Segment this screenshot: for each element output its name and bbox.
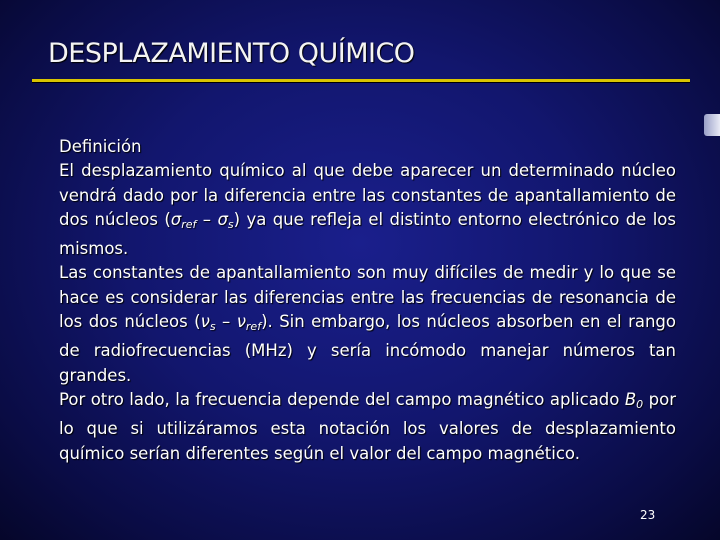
p2-text-b: ). Sin embargo, los núcleos absorben en el rango de radiofrecuencias (MHz) y sería incómodo manejar números tan grandes. [59,312,676,385]
title-underline [32,79,690,82]
slide-title: DESPLAZAMIENTO QUÍMICO [48,38,415,69]
nu-ref-symbol: ν [236,312,246,332]
sigma-ref-subscript: ref [181,217,197,231]
nu-s-symbol: ν [200,312,210,332]
sigma-s-symbol: σ [217,209,228,229]
b0-subscript: 0 [636,397,644,411]
sigma-ref-symbol: σ [170,209,182,229]
sigma-s-subscript: s [227,217,234,231]
nu-s-subscript: s [209,320,216,334]
page-number: 23 [640,508,656,522]
slide-edge-tab [704,114,720,136]
b0-symbol: B [624,389,637,409]
nu-ref-subscript: ref [245,320,262,334]
p3-text-a: Por otro lado, la frecuencia depende del campo magnético aplicado [59,389,625,409]
p2-text-a: Las constantes de apantallamiento son muy difíciles de medir y lo que se hace es considerar las diferencias entre las frecuencias de resonancia de los dos núcleos ( [59,263,676,332]
p1-text-a: El desplazamiento químico al que debe aparecer un determinado núcleo vendrá dado por la diferencia entre las constantes de apantallamiento de dos núcleos ( [59,161,676,229]
paragraph-frequencies [59,261,676,387]
p3-text-b: por lo que si utilizáramos esta notación los valores de desplazamiento químico serían diferentes según el valor del campo magnético. [59,389,676,463]
p1-minus: – [196,209,218,229]
p1-text-b: ) ya que refleja el distinto entorno electrónico de los mismos. [59,209,676,259]
paragraph-definition [59,159,676,261]
paragraph-magnetic-field [59,388,676,466]
p2-minus: – [215,312,237,332]
definition-heading: Definición [59,137,142,156]
slide-body [59,135,676,466]
